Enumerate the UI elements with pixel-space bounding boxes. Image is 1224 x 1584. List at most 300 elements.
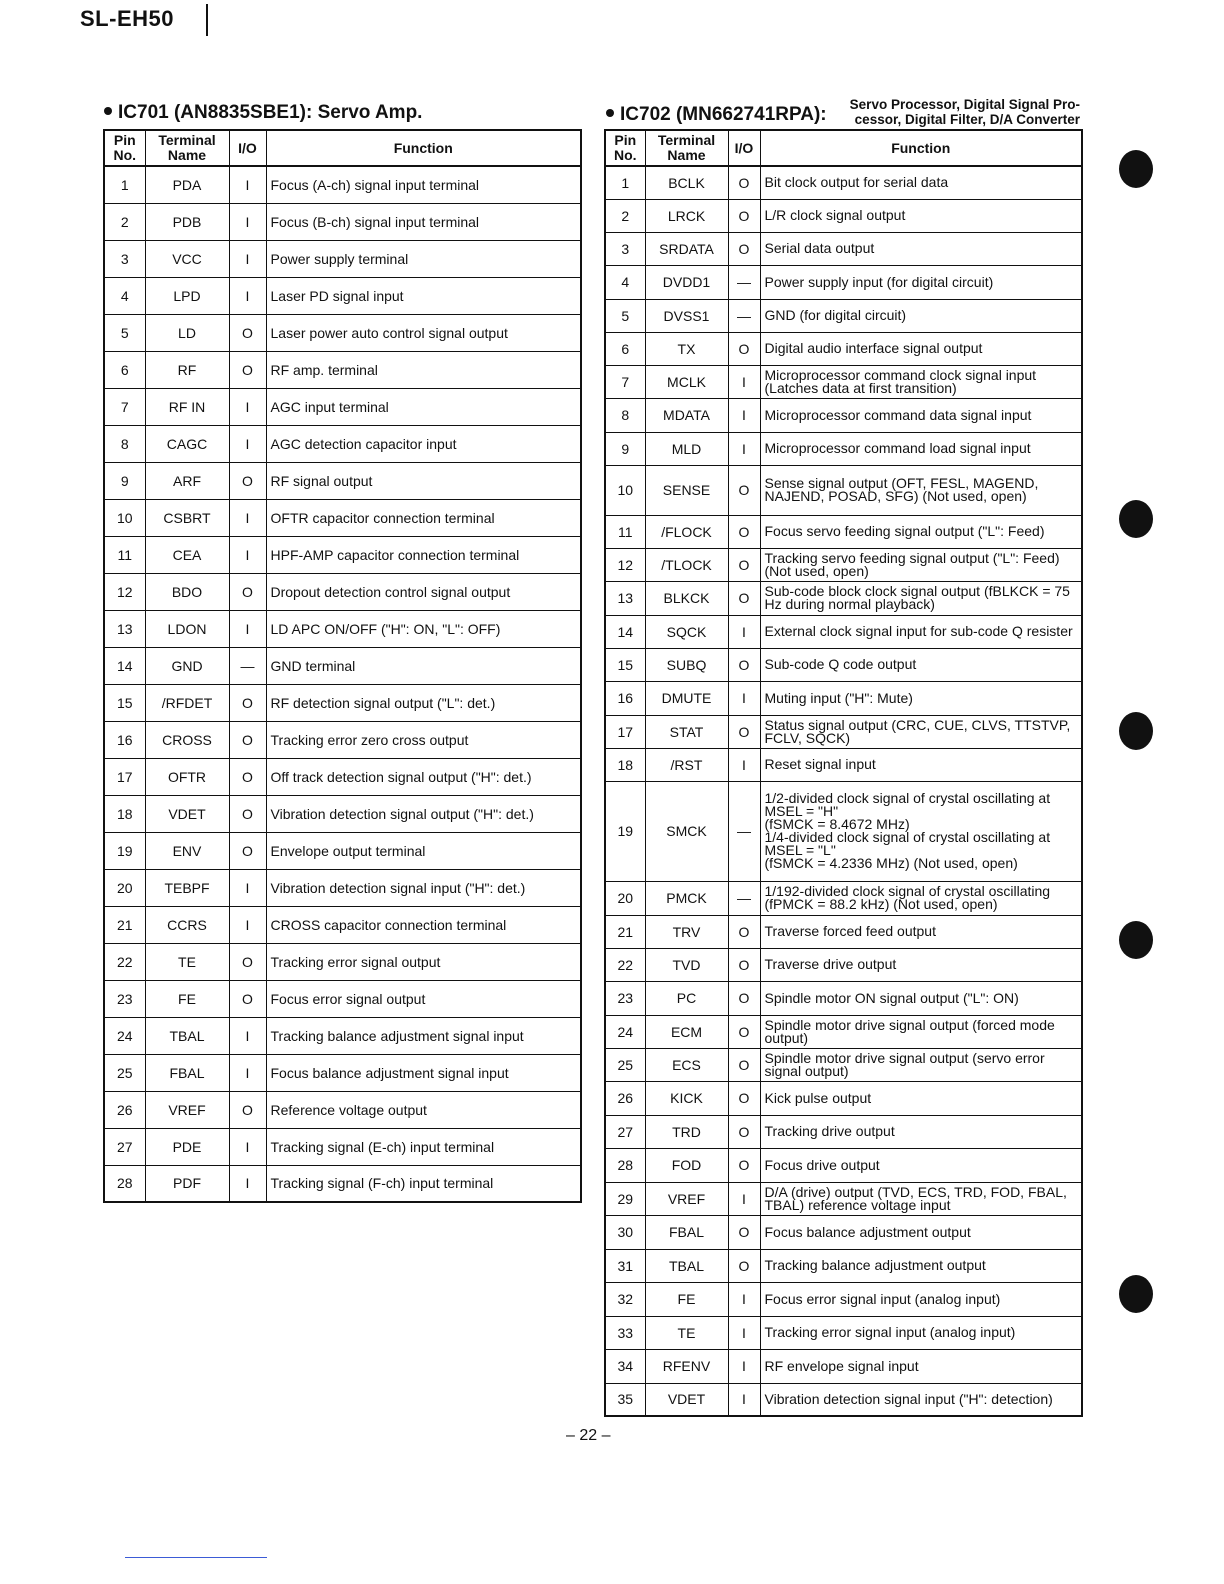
pin-cell: 14 bbox=[104, 647, 145, 684]
table-row bbox=[104, 536, 581, 573]
pin-cell: 17 bbox=[104, 758, 145, 795]
function-cell: Reference voltage output bbox=[266, 1091, 581, 1128]
io-cell: O bbox=[728, 199, 760, 232]
terminal-name-cell: RF IN bbox=[145, 388, 229, 425]
function-cell: Tracking servo feeding signal output ("L": Feed) (Not used, open) bbox=[760, 548, 1082, 581]
table-row bbox=[104, 610, 581, 647]
function-cell: GND (for digital circuit) bbox=[760, 299, 1082, 332]
pin-cell: 7 bbox=[605, 365, 645, 398]
table-row bbox=[605, 1015, 1082, 1048]
table-row bbox=[605, 715, 1082, 748]
table-row bbox=[605, 581, 1082, 615]
table-row bbox=[104, 943, 581, 980]
function-cell: Focus error signal output bbox=[266, 980, 581, 1017]
io-cell: O bbox=[728, 1115, 760, 1148]
binder-hole bbox=[1119, 500, 1153, 538]
io-cell: I bbox=[728, 365, 760, 398]
io-cell: O bbox=[229, 684, 266, 721]
terminal-name-cell: VCC bbox=[145, 240, 229, 277]
table-row bbox=[104, 721, 581, 758]
function-line: MSEL = "L" bbox=[764, 842, 836, 858]
io-cell: O bbox=[229, 795, 266, 832]
io-cell: I bbox=[229, 536, 266, 573]
table-row bbox=[605, 748, 1082, 781]
io-cell: O bbox=[229, 832, 266, 869]
function-cell: D/A (drive) output (TVD, ECS, TRD, FOD, FBAL, TBAL) reference voltage input bbox=[760, 1182, 1082, 1215]
bullet-icon bbox=[606, 109, 614, 117]
table-row bbox=[605, 1249, 1082, 1282]
function-cell: L/R clock signal output bbox=[760, 199, 1082, 232]
function-cell: Dropout detection control signal output bbox=[266, 573, 581, 610]
io-cell: — bbox=[229, 647, 266, 684]
io-cell: — bbox=[728, 265, 760, 299]
io-cell: O bbox=[728, 166, 760, 199]
pin-cell: 21 bbox=[104, 906, 145, 943]
pin-cell: 14 bbox=[605, 615, 645, 648]
terminal-name-cell: TE bbox=[145, 943, 229, 980]
pin-cell: 20 bbox=[104, 869, 145, 906]
table-row bbox=[104, 1054, 581, 1091]
table-row bbox=[605, 1215, 1082, 1249]
function-cell: RF amp. terminal bbox=[266, 351, 581, 388]
terminal-name-cell: BDO bbox=[145, 573, 229, 610]
terminal-name-cell: ARF bbox=[145, 462, 229, 499]
function-cell: Spindle motor drive signal output (servo error signal output) bbox=[760, 1048, 1082, 1081]
pin-cell: 7 bbox=[104, 388, 145, 425]
function-cell: Focus servo feeding signal output ("L": Feed) bbox=[760, 515, 1082, 548]
header-divider bbox=[206, 4, 208, 36]
function-cell: Vibration detection signal output ("H": det.) bbox=[266, 795, 581, 832]
function-line: 1/4-divided clock signal of crystal oscillating at bbox=[764, 829, 1051, 845]
pin-cell: 35 bbox=[605, 1383, 645, 1416]
io-cell: — bbox=[728, 299, 760, 332]
io-cell: I bbox=[229, 906, 266, 943]
table-row bbox=[104, 203, 581, 240]
page-number: – 22 – bbox=[566, 1427, 611, 1444]
function-cell: Traverse forced feed output bbox=[760, 915, 1082, 948]
function-cell: 1/192-divided clock signal of crystal oscillating (fPMCK = 88.2 kHz) (Not used, open) bbox=[760, 881, 1082, 915]
function-cell: Microprocessor command clock signal input (Latches data at first transition) bbox=[760, 365, 1082, 398]
pin-cell: 4 bbox=[104, 277, 145, 314]
pin-cell: 33 bbox=[605, 1316, 645, 1349]
ic701-title-text: IC701 (AN8835SBE1): Servo Amp. bbox=[118, 102, 423, 123]
terminal-name-cell: /RST bbox=[645, 748, 728, 781]
io-cell: I bbox=[728, 681, 760, 715]
io-cell: I bbox=[728, 1282, 760, 1316]
table-row bbox=[605, 915, 1082, 948]
function-cell: Microprocessor command load signal input bbox=[760, 432, 1082, 465]
io-cell: I bbox=[229, 388, 266, 425]
pin-cell: 6 bbox=[104, 351, 145, 388]
function-cell: Tracking signal (F-ch) input terminal bbox=[266, 1165, 581, 1202]
table-row bbox=[104, 351, 581, 388]
pin-cell: 4 bbox=[605, 265, 645, 299]
function-cell: Focus (A-ch) signal input terminal bbox=[266, 166, 581, 203]
io-cell: I bbox=[229, 1017, 266, 1054]
terminal-name-cell: TRD bbox=[645, 1115, 728, 1148]
terminal-name-cell: TX bbox=[645, 332, 728, 365]
pin-cell: 16 bbox=[104, 721, 145, 758]
pin-cell: 15 bbox=[104, 684, 145, 721]
io-cell: I bbox=[229, 277, 266, 314]
io-cell: I bbox=[728, 1383, 760, 1416]
ic702-subtitle-line2: cessor, Digital Filter, D/A Converter bbox=[854, 112, 1080, 127]
table-row bbox=[104, 980, 581, 1017]
function-cell: Muting input ("H": Mute) bbox=[760, 681, 1082, 715]
table-row bbox=[104, 166, 581, 203]
io-cell: I bbox=[229, 240, 266, 277]
pin-cell: 9 bbox=[605, 432, 645, 465]
ic701-pin-table bbox=[103, 129, 582, 1203]
io-cell: — bbox=[728, 881, 760, 915]
pin-cell: 5 bbox=[104, 314, 145, 351]
col-io-header: I/O bbox=[229, 130, 266, 166]
pin-cell: 26 bbox=[104, 1091, 145, 1128]
terminal-name-cell: FOD bbox=[645, 1148, 728, 1182]
function-cell: Focus (B-ch) signal input terminal bbox=[266, 203, 581, 240]
io-cell: I bbox=[728, 1349, 760, 1383]
pin-cell: 22 bbox=[605, 948, 645, 981]
ic702-subtitle bbox=[828, 97, 1080, 127]
io-cell: O bbox=[229, 314, 266, 351]
io-cell: O bbox=[728, 1249, 760, 1282]
table-row bbox=[605, 1081, 1082, 1115]
table-row bbox=[605, 548, 1082, 581]
io-cell: O bbox=[728, 715, 760, 748]
terminal-name-cell: CAGC bbox=[145, 425, 229, 462]
pin-cell: 13 bbox=[605, 581, 645, 615]
terminal-name-cell: DVSS1 bbox=[645, 299, 728, 332]
io-cell: O bbox=[728, 1015, 760, 1048]
binder-hole bbox=[1119, 712, 1153, 750]
terminal-name-cell: STAT bbox=[645, 715, 728, 748]
io-cell: I bbox=[728, 432, 760, 465]
pin-cell: 17 bbox=[605, 715, 645, 748]
pin-cell: 10 bbox=[104, 499, 145, 536]
function-cell: Kick pulse output bbox=[760, 1081, 1082, 1115]
terminal-name-cell: LD bbox=[145, 314, 229, 351]
model-name: SL-EH50 bbox=[80, 6, 174, 31]
table-row bbox=[104, 1017, 581, 1054]
table-row bbox=[605, 465, 1082, 515]
io-cell: O bbox=[728, 465, 760, 515]
io-cell: O bbox=[229, 1091, 266, 1128]
function-cell: Sub-code Q code output bbox=[760, 648, 1082, 681]
terminal-name-cell: SENSE bbox=[645, 465, 728, 515]
binder-hole bbox=[1119, 921, 1153, 959]
table-row bbox=[104, 462, 581, 499]
terminal-name-cell: DMUTE bbox=[645, 681, 728, 715]
terminal-name-cell: LRCK bbox=[645, 199, 728, 232]
table-row bbox=[104, 240, 581, 277]
io-cell: O bbox=[728, 515, 760, 548]
table-row bbox=[605, 1182, 1082, 1215]
table-row bbox=[605, 332, 1082, 365]
ic701-header-row bbox=[104, 130, 581, 166]
ic702-title bbox=[606, 104, 827, 126]
table-row bbox=[104, 647, 581, 684]
terminal-name-cell: LPD bbox=[145, 277, 229, 314]
pin-cell: 28 bbox=[605, 1148, 645, 1182]
io-cell: I bbox=[728, 398, 760, 432]
table-row bbox=[605, 299, 1082, 332]
pin-cell: 31 bbox=[605, 1249, 645, 1282]
io-cell: O bbox=[728, 648, 760, 681]
pin-cell: 18 bbox=[605, 748, 645, 781]
terminal-name-cell: LDON bbox=[145, 610, 229, 647]
io-cell: O bbox=[728, 232, 760, 265]
pin-cell: 21 bbox=[605, 915, 645, 948]
pin-cell: 11 bbox=[605, 515, 645, 548]
terminal-name-cell: TE bbox=[645, 1316, 728, 1349]
ic702-title-text: IC702 (MN662741RPA): bbox=[620, 104, 827, 125]
function-cell: Tracking balance adjustment output bbox=[760, 1249, 1082, 1282]
pin-cell: 23 bbox=[605, 981, 645, 1015]
function-cell: Microprocessor command data signal input bbox=[760, 398, 1082, 432]
terminal-name-cell: FE bbox=[145, 980, 229, 1017]
function-cell: Serial data output bbox=[760, 232, 1082, 265]
terminal-name-cell: RFENV bbox=[645, 1349, 728, 1383]
function-cell: Spindle motor drive signal output (forced mode output) bbox=[760, 1015, 1082, 1048]
function-cell: Sense signal output (OFT, FESL, MAGEND, NAJEND, POSAD, SFG) (Not used, open) bbox=[760, 465, 1082, 515]
pin-cell: 20 bbox=[605, 881, 645, 915]
io-cell: O bbox=[728, 1081, 760, 1115]
table-row bbox=[605, 648, 1082, 681]
col-function-header: Function bbox=[266, 130, 581, 166]
terminal-name-cell: PMCK bbox=[645, 881, 728, 915]
pin-cell: 9 bbox=[104, 462, 145, 499]
io-cell: I bbox=[229, 166, 266, 203]
function-cell: Tracking drive output bbox=[760, 1115, 1082, 1148]
binder-hole bbox=[1119, 150, 1153, 188]
io-cell: O bbox=[229, 351, 266, 388]
pin-cell: 2 bbox=[605, 199, 645, 232]
table-row bbox=[605, 1048, 1082, 1081]
io-cell: O bbox=[728, 1215, 760, 1249]
terminal-name-cell: KICK bbox=[645, 1081, 728, 1115]
pin-cell: 8 bbox=[605, 398, 645, 432]
table-row bbox=[104, 425, 581, 462]
function-cell: Sub-code block clock signal output (fBLKCK = 75 Hz during normal playback) bbox=[760, 581, 1082, 615]
terminal-name-cell: PDB bbox=[145, 203, 229, 240]
binder-hole bbox=[1119, 1275, 1153, 1313]
table-row bbox=[605, 365, 1082, 398]
terminal-name-cell: /FLOCK bbox=[645, 515, 728, 548]
io-cell: O bbox=[728, 981, 760, 1015]
function-cell: Reset signal input bbox=[760, 748, 1082, 781]
function-cell: RF envelope signal input bbox=[760, 1349, 1082, 1383]
col-terminal-header: Terminal Name bbox=[645, 130, 728, 166]
terminal-name-cell: ECM bbox=[645, 1015, 728, 1048]
terminal-name-cell: /RFDET bbox=[145, 684, 229, 721]
io-cell: O bbox=[229, 980, 266, 1017]
function-cell: Off track detection signal output ("H": det.) bbox=[266, 758, 581, 795]
function-cell: Digital audio interface signal output bbox=[760, 332, 1082, 365]
table-row bbox=[104, 1091, 581, 1128]
table-row bbox=[104, 499, 581, 536]
function-cell: External clock signal input for sub-code Q resister bbox=[760, 615, 1082, 648]
table-row bbox=[605, 1349, 1082, 1383]
table-row bbox=[605, 232, 1082, 265]
function-cell: Focus error signal input (analog input) bbox=[760, 1282, 1082, 1316]
io-cell: I bbox=[229, 610, 266, 647]
terminal-name-cell: PC bbox=[645, 981, 728, 1015]
col-pin-header: Pin No. bbox=[605, 130, 645, 166]
function-cell: Tracking signal (E-ch) input terminal bbox=[266, 1128, 581, 1165]
pin-cell: 1 bbox=[605, 166, 645, 199]
terminal-name-cell: FE bbox=[645, 1282, 728, 1316]
table-row bbox=[104, 906, 581, 943]
terminal-name-cell: TVD bbox=[645, 948, 728, 981]
terminal-name-cell: FBAL bbox=[645, 1215, 728, 1249]
pin-cell: 25 bbox=[104, 1054, 145, 1091]
terminal-name-cell: PDE bbox=[145, 1128, 229, 1165]
io-cell: O bbox=[229, 462, 266, 499]
table-row bbox=[104, 832, 581, 869]
terminal-name-cell: VDET bbox=[645, 1383, 728, 1416]
table-row bbox=[605, 1383, 1082, 1416]
function-cell: Vibration detection signal input ("H": detection) bbox=[760, 1383, 1082, 1416]
io-cell: O bbox=[728, 1148, 760, 1182]
function-cell: RF signal output bbox=[266, 462, 581, 499]
col-function-header: Function bbox=[760, 130, 1082, 166]
terminal-name-cell: ECS bbox=[645, 1048, 728, 1081]
pin-cell: 12 bbox=[605, 548, 645, 581]
pin-cell: 24 bbox=[605, 1015, 645, 1048]
terminal-name-cell: GND bbox=[145, 647, 229, 684]
terminal-name-cell: TEBPF bbox=[145, 869, 229, 906]
table-row bbox=[605, 515, 1082, 548]
table-row bbox=[605, 199, 1082, 232]
io-cell: O bbox=[728, 581, 760, 615]
pin-cell: 12 bbox=[104, 573, 145, 610]
table-row bbox=[104, 277, 581, 314]
table-row bbox=[605, 781, 1082, 881]
io-cell: O bbox=[728, 915, 760, 948]
pin-cell: 5 bbox=[605, 299, 645, 332]
function-cell: Traverse drive output bbox=[760, 948, 1082, 981]
pin-cell: 34 bbox=[605, 1349, 645, 1383]
table-row bbox=[605, 398, 1082, 432]
io-cell: O bbox=[728, 1048, 760, 1081]
io-cell: I bbox=[229, 869, 266, 906]
io-cell: O bbox=[229, 943, 266, 980]
pin-cell: 27 bbox=[104, 1128, 145, 1165]
bullet-icon bbox=[104, 107, 112, 115]
pin-cell: 23 bbox=[104, 980, 145, 1017]
terminal-name-cell: RF bbox=[145, 351, 229, 388]
function-cell: Status signal output (CRC, CUE, CLVS, TTSTVP, FCLV, SQCK) bbox=[760, 715, 1082, 748]
table-row bbox=[104, 314, 581, 351]
pin-cell: 11 bbox=[104, 536, 145, 573]
terminal-name-cell: CEA bbox=[145, 536, 229, 573]
terminal-name-cell: SRDATA bbox=[645, 232, 728, 265]
function-cell: LD APC ON/OFF ("H": ON, "L": OFF) bbox=[266, 610, 581, 647]
terminal-name-cell: TBAL bbox=[145, 1017, 229, 1054]
col-io-header: I/O bbox=[728, 130, 760, 166]
pin-cell: 3 bbox=[605, 232, 645, 265]
table-row bbox=[605, 1115, 1082, 1148]
terminal-name-cell: /TLOCK bbox=[645, 548, 728, 581]
pin-cell: 8 bbox=[104, 425, 145, 462]
pin-cell: 15 bbox=[605, 648, 645, 681]
io-cell: O bbox=[728, 948, 760, 981]
col-pin-header: Pin No. bbox=[104, 130, 145, 166]
pin-cell: 32 bbox=[605, 1282, 645, 1316]
function-cell: Focus balance adjustment signal input bbox=[266, 1054, 581, 1091]
ic702-pin-table bbox=[604, 129, 1083, 1417]
ic702-header-row bbox=[605, 130, 1082, 166]
function-cell: Spindle motor ON signal output ("L": ON) bbox=[760, 981, 1082, 1015]
function-cell: Bit clock output for serial data bbox=[760, 166, 1082, 199]
pin-cell: 25 bbox=[605, 1048, 645, 1081]
function-cell: Laser power auto control signal output bbox=[266, 314, 581, 351]
table-row bbox=[605, 432, 1082, 465]
table-row bbox=[605, 1148, 1082, 1182]
table-row bbox=[104, 1165, 581, 1202]
io-cell: I bbox=[728, 615, 760, 648]
terminal-name-cell: CCRS bbox=[145, 906, 229, 943]
terminal-name-cell: FBAL bbox=[145, 1054, 229, 1091]
pin-cell: 13 bbox=[104, 610, 145, 647]
terminal-name-cell: SUBQ bbox=[645, 648, 728, 681]
table-row bbox=[605, 166, 1082, 199]
terminal-name-cell: VREF bbox=[145, 1091, 229, 1128]
io-cell: I bbox=[229, 1128, 266, 1165]
function-cell: Vibration detection signal input ("H": det.) bbox=[266, 869, 581, 906]
table-row bbox=[104, 1128, 581, 1165]
function-line: MSEL = "H" bbox=[764, 803, 839, 819]
terminal-name-cell: SMCK bbox=[645, 781, 728, 881]
pin-cell: 6 bbox=[605, 332, 645, 365]
io-cell: I bbox=[229, 1165, 266, 1202]
io-cell: — bbox=[728, 781, 760, 881]
terminal-name-cell: MDATA bbox=[645, 398, 728, 432]
terminal-name-cell: DVDD1 bbox=[645, 265, 728, 299]
terminal-name-cell: MLD bbox=[645, 432, 728, 465]
pin-cell: 27 bbox=[605, 1115, 645, 1148]
function-cell: OFTR capacitor connection terminal bbox=[266, 499, 581, 536]
table-row bbox=[605, 1316, 1082, 1349]
table-row bbox=[104, 758, 581, 795]
function-cell: RF detection signal output ("L": det.) bbox=[266, 684, 581, 721]
io-cell: I bbox=[728, 1316, 760, 1349]
function-cell: Tracking balance adjustment signal input bbox=[266, 1017, 581, 1054]
function-cell: Power supply terminal bbox=[266, 240, 581, 277]
terminal-name-cell: VDET bbox=[145, 795, 229, 832]
function-cell: Envelope output terminal bbox=[266, 832, 581, 869]
io-cell: I bbox=[728, 1182, 760, 1215]
table-row bbox=[605, 681, 1082, 715]
function-line: (fSMCK = 4.2336 MHz) (Not used, open) bbox=[764, 855, 1018, 871]
pin-cell: 30 bbox=[605, 1215, 645, 1249]
terminal-name-cell: PDF bbox=[145, 1165, 229, 1202]
terminal-name-cell: TBAL bbox=[645, 1249, 728, 1282]
table-row bbox=[605, 615, 1082, 648]
terminal-name-cell: VREF bbox=[645, 1182, 728, 1215]
function-cell: AGC input terminal bbox=[266, 388, 581, 425]
function-cell: Tracking error signal input (analog input) bbox=[760, 1316, 1082, 1349]
terminal-name-cell: TRV bbox=[645, 915, 728, 948]
table-row bbox=[104, 684, 581, 721]
ic701-title bbox=[104, 102, 422, 124]
io-cell: O bbox=[229, 758, 266, 795]
io-cell: I bbox=[229, 1054, 266, 1091]
function-cell: Focus balance adjustment output bbox=[760, 1215, 1082, 1249]
io-cell: O bbox=[728, 332, 760, 365]
table-row bbox=[605, 981, 1082, 1015]
function-cell: AGC detection capacitor input bbox=[266, 425, 581, 462]
